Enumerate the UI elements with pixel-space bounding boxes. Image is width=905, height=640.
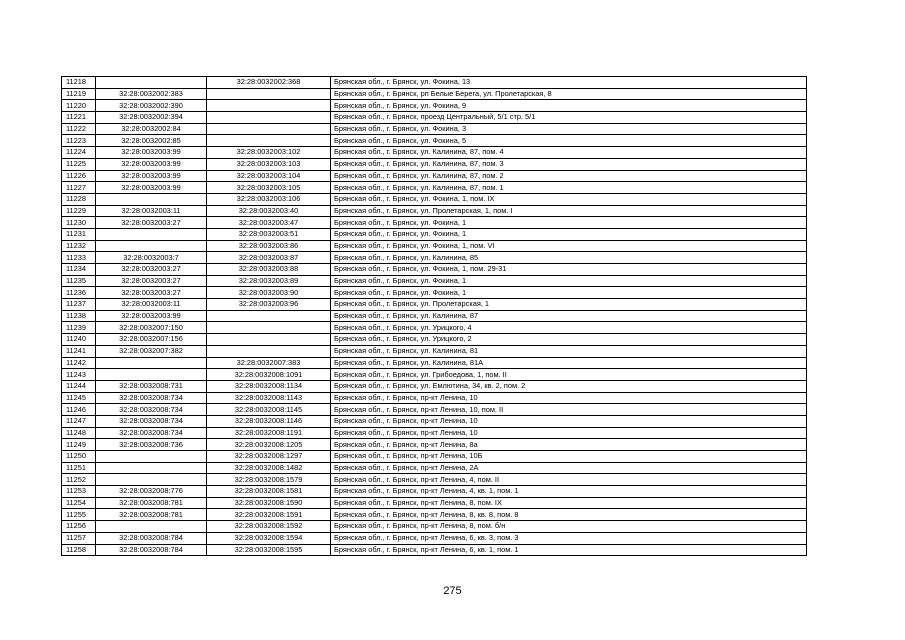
parent-cadastral-number-cell: 32:28:0032002:394 [96,112,207,124]
cadastral-number-cell: 32:28:0032003:103 [207,158,331,170]
table-row [62,544,807,556]
row-number-cell: 11219 [62,88,96,100]
address-cell: Брянская обл., г. Брянск, пр-кт Ленина, 6, кв. 1, пом. 1 [331,544,807,556]
parent-cadastral-number-cell: 32:28:0032007:150 [96,322,207,334]
address-cell: Брянская обл., г. Брянск, ул. Фокина, 1 [331,228,807,240]
table-row [62,112,807,124]
table-row [62,264,807,276]
row-number-cell: 11226 [62,170,96,182]
table-row [62,77,807,89]
parent-cadastral-number-cell: 32:28:0032003:99 [96,158,207,170]
parent-cadastral-number-cell: 32:28:0032002:84 [96,123,207,135]
cadastral-number-cell: 32:28:0032003:89 [207,275,331,287]
row-number-cell: 11253 [62,486,96,498]
address-cell: Брянская обл., г. Брянск, пр-кт Ленина, 10 [331,427,807,439]
address-cell: Брянская обл., г. Брянск, ул. Калинина, 87, пом. 3 [331,158,807,170]
cadastral-number-cell [207,112,331,124]
parent-cadastral-number-cell [96,228,207,240]
address-cell: Брянская обл., г. Брянск, пр-кт Ленина, 8, кв. 8, пом. 8 [331,509,807,521]
address-cell: Брянская обл., г. Брянск, пр-кт Ленина, 8, пом. IX [331,497,807,509]
table-row [62,521,807,533]
table-row [62,287,807,299]
table-row [62,474,807,486]
row-number-cell: 11232 [62,240,96,252]
cadastral-number-cell: 32:28:0032003:102 [207,147,331,159]
row-number-cell: 11231 [62,228,96,240]
cadastral-number-cell: 32:28:0032003:105 [207,182,331,194]
table-row [62,427,807,439]
table-row [62,205,807,217]
address-cell: Брянская обл., г. Брянск, ул. Урицкого, 4 [331,322,807,334]
row-number-cell: 11228 [62,193,96,205]
address-cell: Брянская обл., г. Брянск, ул. Калинина, 81А [331,357,807,369]
address-cell: Брянская обл., г. Брянск, ул. Емлютина, 34, кв. 2, пом. 2 [331,380,807,392]
address-cell: Брянская обл., г. Брянск, ул. Фокина, 9 [331,100,807,112]
row-number-cell: 11251 [62,462,96,474]
cadastral-number-cell: 32:28:0032003:96 [207,299,331,311]
register-table [61,76,807,556]
row-number-cell: 11250 [62,451,96,463]
row-number-cell: 11220 [62,100,96,112]
parent-cadastral-number-cell: 32:28:0032003:27 [96,217,207,229]
parent-cadastral-number-cell [96,77,207,89]
row-number-cell: 11255 [62,509,96,521]
row-number-cell: 11233 [62,252,96,264]
table-row [62,415,807,427]
address-cell: Брянская обл., г. Брянск, ул. Пролетарская, 1 [331,299,807,311]
table-row [62,252,807,264]
parent-cadastral-number-cell: 32:28:0032003:99 [96,170,207,182]
row-number-cell: 11245 [62,392,96,404]
address-cell: Брянская обл., г. Брянск, ул. Калинина, 87 [331,310,807,322]
cadastral-number-cell [207,88,331,100]
row-number-cell: 11224 [62,147,96,159]
cadastral-number-cell: 32:28:0032003:40 [207,205,331,217]
parent-cadastral-number-cell: 32:28:0032008:776 [96,486,207,498]
cadastral-number-cell [207,310,331,322]
address-cell: Брянская обл., г. Брянск, пр-кт Ленина, 10 [331,415,807,427]
parent-cadastral-number-cell: 32:28:0032002:85 [96,135,207,147]
table-row [62,334,807,346]
row-number-cell: 11239 [62,322,96,334]
address-cell: Брянская обл., г. Брянск, ул. Фокина, 5 [331,135,807,147]
table-row [62,228,807,240]
table-row [62,439,807,451]
cadastral-number-cell: 32:28:0032008:1146 [207,415,331,427]
address-cell: Брянская обл., г. Брянск, пр-кт Ленина, 8а [331,439,807,451]
row-number-cell: 11230 [62,217,96,229]
table-row [62,158,807,170]
table-row [62,275,807,287]
address-cell: Брянская обл., г. Брянск, ул. Фокина, 3 [331,123,807,135]
row-number-cell: 11237 [62,299,96,311]
address-cell: Брянская обл., г. Брянск, ул. Пролетарская, 1, пом. I [331,205,807,217]
parent-cadastral-number-cell [96,451,207,463]
parent-cadastral-number-cell: 32:28:0032003:99 [96,182,207,194]
row-number-cell: 11246 [62,404,96,416]
row-number-cell: 11240 [62,334,96,346]
parent-cadastral-number-cell: 32:28:0032008:731 [96,380,207,392]
row-number-cell: 11221 [62,112,96,124]
parent-cadastral-number-cell: 32:28:0032007:156 [96,334,207,346]
cadastral-number-cell: 32:28:0032008:1297 [207,451,331,463]
cadastral-number-cell: 32:28:0032003:106 [207,193,331,205]
row-number-cell: 11258 [62,544,96,556]
row-number-cell: 11238 [62,310,96,322]
cadastral-number-cell [207,322,331,334]
table-row [62,299,807,311]
table-row [62,147,807,159]
cadastral-number-cell: 32:28:0032008:1191 [207,427,331,439]
address-cell: Брянская обл., г. Брянск, пр-кт Ленина, 8, пом. б/н [331,521,807,533]
cadastral-number-cell: 32:28:0032008:1595 [207,544,331,556]
row-number-cell: 11243 [62,369,96,381]
page-number: 275 [443,585,462,597]
cadastral-number-cell: 32:28:0032008:1143 [207,392,331,404]
cadastral-number-cell [207,334,331,346]
table-row [62,123,807,135]
address-cell: Брянская обл., г. Брянск, рп Белые Берега, ул. Пролетарская, 8 [331,88,807,100]
row-number-cell: 11234 [62,264,96,276]
cadastral-number-cell: 32:28:0032008:1091 [207,369,331,381]
cadastral-number-cell [207,345,331,357]
parent-cadastral-number-cell: 32:28:0032007:382 [96,345,207,357]
address-cell: Брянская обл., г. Брянск, пр-кт Ленина, 6, кв. 3, пом. 3 [331,532,807,544]
table-row [62,462,807,474]
parent-cadastral-number-cell: 32:28:0032002:383 [96,88,207,100]
cadastral-number-cell: 32:28:0032003:104 [207,170,331,182]
table-row [62,322,807,334]
row-number-cell: 11218 [62,77,96,89]
address-cell: Брянская обл., г. Брянск, ул. Калинина, 87, пом. 2 [331,170,807,182]
cadastral-number-cell [207,135,331,147]
parent-cadastral-number-cell [96,369,207,381]
row-number-cell: 11257 [62,532,96,544]
address-cell: Брянская обл., г. Брянск, ул. Фокина, 1, пом. IX [331,193,807,205]
row-number-cell: 11236 [62,287,96,299]
parent-cadastral-number-cell: 32:28:0032008:734 [96,392,207,404]
parent-cadastral-number-cell: 32:28:0032003:11 [96,205,207,217]
cadastral-number-cell: 32:28:0032003:87 [207,252,331,264]
row-number-cell: 11225 [62,158,96,170]
cadastral-number-cell: 32:28:0032003:90 [207,287,331,299]
parent-cadastral-number-cell: 32:28:0032008:734 [96,415,207,427]
row-number-cell: 11223 [62,135,96,147]
address-cell: Брянская обл., г. Брянск, ул. Калинина, 87, пом. 4 [331,147,807,159]
parent-cadastral-number-cell: 32:28:0032008:784 [96,532,207,544]
cadastral-number-cell: 32:28:0032003:88 [207,264,331,276]
address-cell: Брянская обл., г. Брянск, ул. Калинина, 81 [331,345,807,357]
parent-cadastral-number-cell: 32:28:0032008:734 [96,427,207,439]
table-row [62,310,807,322]
row-number-cell: 11241 [62,345,96,357]
parent-cadastral-number-cell: 32:28:0032003:27 [96,264,207,276]
address-cell: Брянская обл., г. Брянск, пр-кт Ленина, 4, пом. II [331,474,807,486]
parent-cadastral-number-cell: 32:28:0032008:734 [96,404,207,416]
parent-cadastral-number-cell [96,193,207,205]
table-row [62,509,807,521]
address-cell: Брянская обл., г. Брянск, пр-кт Ленина, 10, пом. II [331,404,807,416]
row-number-cell: 11248 [62,427,96,439]
table-row [62,497,807,509]
parent-cadastral-number-cell: 32:28:0032002:390 [96,100,207,112]
row-number-cell: 11249 [62,439,96,451]
row-number-cell: 11222 [62,123,96,135]
table-row [62,357,807,369]
table-row [62,193,807,205]
table-row [62,345,807,357]
parent-cadastral-number-cell: 32:28:0032008:784 [96,544,207,556]
parent-cadastral-number-cell [96,521,207,533]
table-row [62,135,807,147]
table-row [62,451,807,463]
address-cell: Брянская обл., г. Брянск, пр-кт Ленина, 10 [331,392,807,404]
row-number-cell: 11229 [62,205,96,217]
address-cell: Брянская обл., г. Брянск, ул. Урицкого, 2 [331,334,807,346]
cadastral-number-cell: 32:28:0032003:86 [207,240,331,252]
table-row [62,182,807,194]
cadastral-number-cell: 32:28:0032008:1591 [207,509,331,521]
parent-cadastral-number-cell: 32:28:0032003:99 [96,147,207,159]
table-row [62,170,807,182]
table-row [62,217,807,229]
cadastral-number-cell: 32:28:0032008:1590 [207,497,331,509]
address-cell: Брянская обл., г. Брянск, пр-кт Ленина, 10Б [331,451,807,463]
table-row [62,369,807,381]
register-table-body [62,77,807,556]
cadastral-number-cell: 32:28:0032007:383 [207,357,331,369]
address-cell: Брянская обл., г. Брянск, ул. Грибоедова, 1, пом. II [331,369,807,381]
parent-cadastral-number-cell: 32:28:0032008:736 [96,439,207,451]
table-row [62,380,807,392]
parent-cadastral-number-cell: 32:28:0032003:99 [96,310,207,322]
table-row [62,100,807,112]
parent-cadastral-number-cell: 32:28:0032008:781 [96,497,207,509]
parent-cadastral-number-cell [96,462,207,474]
cadastral-number-cell: 32:28:0032008:1205 [207,439,331,451]
table-row [62,486,807,498]
cadastral-number-cell [207,123,331,135]
row-number-cell: 11235 [62,275,96,287]
parent-cadastral-number-cell: 32:28:0032003:7 [96,252,207,264]
parent-cadastral-number-cell: 32:28:0032003:27 [96,287,207,299]
row-number-cell: 11244 [62,380,96,392]
cadastral-number-cell: 32:28:0032003:51 [207,228,331,240]
table-row [62,404,807,416]
cadastral-number-cell: 32:28:0032008:1134 [207,380,331,392]
cadastral-number-cell: 32:28:0032008:1145 [207,404,331,416]
parent-cadastral-number-cell [96,474,207,486]
cadastral-number-cell: 32:28:0032008:1482 [207,462,331,474]
address-cell: Брянская обл., г. Брянск, проезд Центральный, 5/1 стр. 5/1 [331,112,807,124]
parent-cadastral-number-cell: 32:28:0032003:27 [96,275,207,287]
row-number-cell: 11242 [62,357,96,369]
cadastral-number-cell: 32:28:0032008:1579 [207,474,331,486]
row-number-cell: 11252 [62,474,96,486]
cadastral-number-cell: 32:28:0032008:1581 [207,486,331,498]
address-cell: Брянская обл., г. Брянск, пр-кт Ленина, 2А [331,462,807,474]
cadastral-number-cell: 32:28:0032008:1594 [207,532,331,544]
address-cell: Брянская обл., г. Брянск, ул. Фокина, 1 [331,217,807,229]
address-cell: Брянская обл., г. Брянск, ул. Фокина, 1, пом. VI [331,240,807,252]
parent-cadastral-number-cell: 32:28:0032008:781 [96,509,207,521]
parent-cadastral-number-cell: 32:28:0032003:11 [96,299,207,311]
address-cell: Брянская обл., г. Брянск, ул. Фокина, 1 [331,275,807,287]
address-cell: Брянская обл., г. Брянск, ул. Фокина, 13 [331,77,807,89]
address-cell: Брянская обл., г. Брянск, ул. Калинина, 87, пом. 1 [331,182,807,194]
table-row [62,392,807,404]
row-number-cell: 11254 [62,497,96,509]
parent-cadastral-number-cell [96,357,207,369]
table-row [62,532,807,544]
cadastral-number-cell: 32:28:0032002:368 [207,77,331,89]
table-row [62,240,807,252]
address-cell: Брянская обл., г. Брянск, ул. Фокина, 1, пом. 29-31 [331,264,807,276]
cadastral-number-cell: 32:28:0032003:47 [207,217,331,229]
parent-cadastral-number-cell [96,240,207,252]
row-number-cell: 11247 [62,415,96,427]
cadastral-number-cell [207,100,331,112]
address-cell: Брянская обл., г. Брянск, ул. Фокина, 1 [331,287,807,299]
table-row [62,88,807,100]
address-cell: Брянская обл., г. Брянск, пр-кт Ленина, 4, кв. 1, пом. 1 [331,486,807,498]
address-cell: Брянская обл., г. Брянск, ул. Калинина, 85 [331,252,807,264]
row-number-cell: 11227 [62,182,96,194]
row-number-cell: 11256 [62,521,96,533]
cadastral-number-cell: 32:28:0032008:1592 [207,521,331,533]
